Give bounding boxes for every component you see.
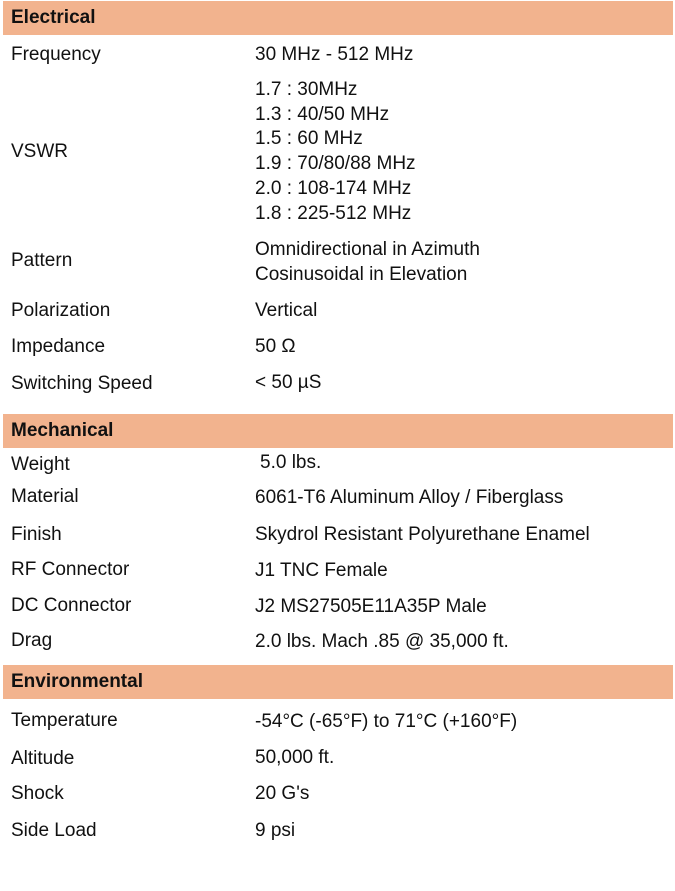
section-header-environmental: Environmental (3, 665, 673, 699)
value-frequency: 30 MHz - 512 MHz (255, 44, 414, 65)
label-switching-speed: Switching Speed (11, 373, 153, 394)
section-header-electrical: Electrical (3, 1, 673, 35)
label-polarization: Polarization (11, 300, 111, 321)
value-vswr-3: 1.5 : 60 MHz (255, 128, 363, 149)
value-temperature: -54°C (-65°F) to 71°C (+160°F) (255, 711, 518, 732)
value-rf-connector: J1 TNC Female (255, 560, 388, 581)
value-drag: 2.0 lbs. Mach .85 @ 35,000 ft. (255, 631, 509, 652)
value-altitude: 50,000 ft. (255, 747, 335, 768)
value-weight: 5.0 lbs. (260, 452, 322, 473)
value-vswr-6: 1.8 : 225-512 MHz (255, 203, 412, 224)
label-temperature: Temperature (11, 710, 118, 731)
value-impedance: 50 Ω (255, 336, 296, 357)
section-header-mechanical: Mechanical (3, 414, 673, 448)
label-pattern: Pattern (11, 250, 73, 271)
value-vswr-5: 2.0 : 108-174 MHz (255, 178, 412, 199)
label-weight: Weight (11, 454, 70, 475)
value-vswr-4: 1.9 : 70/80/88 MHz (255, 153, 416, 174)
value-pattern-1: Omnidirectional in Azimuth (255, 239, 480, 260)
label-vswr: VSWR (11, 141, 68, 162)
label-drag: Drag (11, 630, 53, 651)
value-side-load: 9 psi (255, 820, 296, 841)
value-material: 6061-T6 Aluminum Alloy / Fiberglass (255, 487, 564, 508)
value-finish: Skydrol Resistant Polyurethane Enamel (255, 524, 590, 545)
value-polarization: Vertical (255, 300, 318, 321)
value-dc-connector: J2 MS27505E11A35P Male (255, 596, 487, 617)
value-vswr-1: 1.7 : 30MHz (255, 79, 358, 100)
label-altitude: Altitude (11, 748, 75, 769)
label-finish: Finish (11, 524, 62, 545)
value-switching-speed: < 50 µS (255, 372, 322, 393)
label-material: Material (11, 486, 79, 507)
value-shock: 20 G's (255, 783, 310, 804)
label-side-load: Side Load (11, 820, 97, 841)
label-frequency: Frequency (11, 44, 101, 65)
label-shock: Shock (11, 783, 64, 804)
label-dc-connector: DC Connector (11, 595, 132, 616)
value-pattern-2: Cosinusoidal in Elevation (255, 264, 468, 285)
value-vswr-2: 1.3 : 40/50 MHz (255, 104, 390, 125)
label-impedance: Impedance (11, 336, 106, 357)
label-rf-connector: RF Connector (11, 559, 130, 580)
